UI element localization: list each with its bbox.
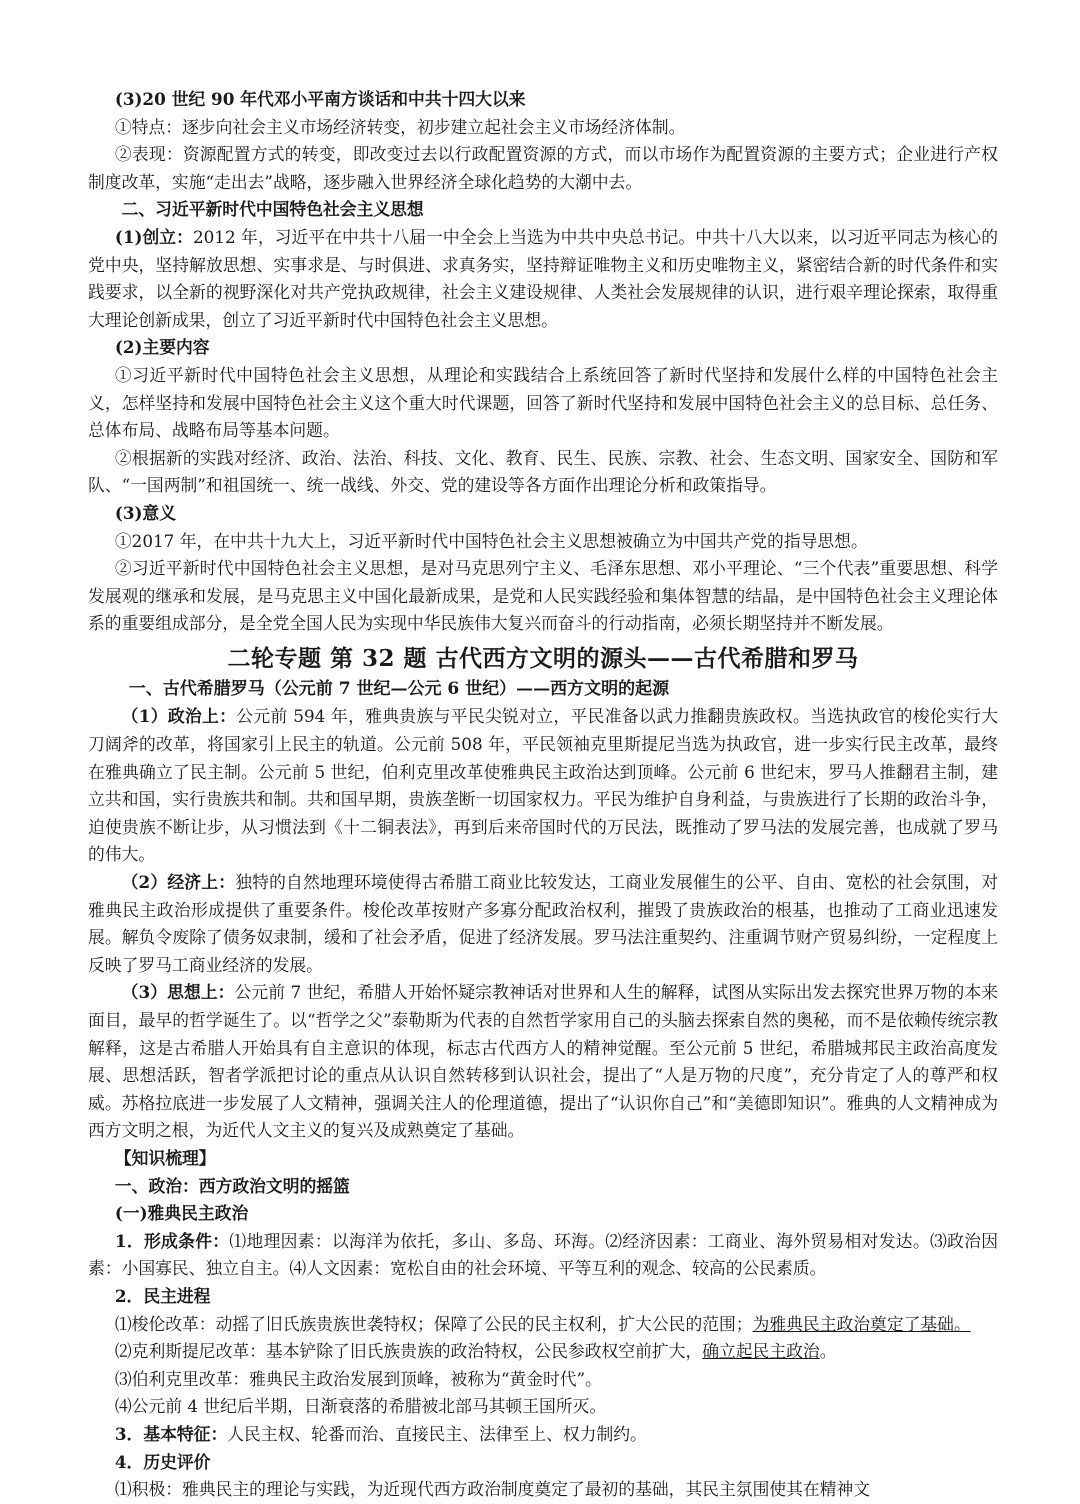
features-label: 3．基本特征： — [114, 1423, 228, 1444]
paragraph-conditions — [88, 1228, 998, 1283]
paragraph-process-3: ⑶伯利克里改革：雅典民主政治发展到顶峰，被称为“黄金时代”。 — [114, 1368, 602, 1389]
paragraph-founding — [88, 224, 998, 334]
process-1-text: ⑴梭伦改革：动摇了旧氏族贵族世袭特权；保障了公民的民主权利，扩大公民的范围； — [114, 1313, 753, 1334]
economy-label: （2）经济上： — [121, 872, 236, 893]
paragraph-expression: ②表现：资源配置方式的转变，即改变过去以行政配置资源的方式，而以市场作为配置资源的主要方式；企业进行产权制度改革，实施“走出去”战略，逐步融入世界经济全球化趋势的大潮中去。 — [88, 144, 998, 192]
process-2-end: 。 — [819, 1341, 837, 1362]
knowledge-heading: 【知识梳理】 — [114, 1147, 216, 1168]
politics-label: （1）政治上： — [121, 706, 237, 727]
evaluation-heading: 4．历史评价 — [114, 1451, 211, 1472]
paragraph-politics — [88, 703, 998, 869]
conditions-text: ⑴地理因素：以海洋为依托，多山、多岛、环海。⑵经济因素：工商业、海外贸易相对发达。⑶政治因素：小国寡民、独立自主。⑷人文因素：宽松自由的社会环境、平等互利的观念、较高的公民素质。 — [88, 1230, 998, 1279]
politics-cradle-heading: 一、政治：西方政治文明的摇篮 — [114, 1175, 350, 1196]
thought-text: 公元前 7 世纪，希腊人开始怀疑宗教神话对世界和人生的解释，试图从实际出发去探究世界万物的本来面目，最早的哲学诞生了。以“哲学之父”泰勒斯为代表的自然哲学家用自己的头脑去探索自然的奥秘，而不是依赖传统宗教解释，这是古希腊人开始具有自主意识的体现，标志古代西方人的精神觉醒。至公元前 5 世纪，希腊城邦民主政治高度发展、思想活跃，智者学派把讨论的重点从认识自然转移到认识社会，提出了“人是万物的尺度”，充分肯定了人的尊严和权威。苏格拉底进一步发展了人文精神，强调关注人的伦理道德，提出了“认识你自己”和“美德即知识”。雅典的人文精神成为西方文明之根，为近代人文主义的复兴及成熟奠定了基础。 — [88, 982, 998, 1141]
heading-main-content: (2)主要内容 — [114, 337, 210, 358]
lesson-title: 二轮专题 第 32 题 古代西方文明的源头——古代希腊和罗马 — [227, 644, 859, 672]
conditions-label: 1．形成条件： — [114, 1230, 230, 1251]
section-heading-two: 二、习近平新时代中国特色社会主义思想 — [121, 199, 424, 220]
process-1-underlined: 为雅典民主政治奠定了基础。 — [752, 1313, 971, 1334]
paragraph-process-4: ⑷公元前 4 世纪后半期，日渐衰落的希腊被北部马其顿王国所灭。 — [114, 1396, 607, 1417]
paragraph-evaluation-1: ⑴积极：雅典民主的理论与实践，为近现代西方政治制度奠定了最初的基础，其民主氛围使其在精神文 — [114, 1479, 871, 1500]
founding-text: 2012 年，习近平在中共十八届一中全会上当选为中共中央总书记。中共十八大以来，以习近平同志为核心的党中央，坚持解放思想、实事求是、与时俱进、求真务实，坚持辩证唯物主义和历史唯物主义，紧密结合新的时代条件和实践要求，以全新的视野深化对共产党执政规律，社会主义建设规律、人类社会发展规律的认识，进行艰辛理论探索，取得重大理论创新成果，创立了习近平新时代中国特色社会主义思想。 — [88, 226, 999, 330]
section-heading-3: (3)20 世纪 90 年代邓小平南方谈话和中共十四大以来 — [114, 89, 526, 109]
politics-text: 公元前 594 年，雅典贵族与平民尖锐对立，平民准备以武力推翻贵族政权。当选执政官的梭伦实行大刀阔斧的改革，将国家引上民主的轨道。公元前 508 年，平民领袖克里斯提尼当选为执政官，进一步实行民主改革，最终在雅典确立了民主制。公元前 5 世纪，伯利克里改革使雅典民主政治达到顶峰。公元前 6 世纪末，罗马人推翻君主制，建立共和国，实行贵族共和制。共和国早期，贵族垄断一切国家权力。平民为维护自身利益，与贵族进行了长期的政治斗争，迫使贵族不断让步，从习惯法到《十二铜表法》，再到后来帝国时代的万民法，既推动了罗马法的发展完善，也成就了罗马的伟大。 — [88, 706, 998, 865]
paragraph-thought — [88, 979, 998, 1145]
paragraph-meaning-2: ②习近平新时代中国特色社会主义思想，是对马克思列宁主义、毛泽东思想、邓小平理论、“三个代表”重要思想、科学发展观的继承和发展，是马克思主义中国化最新成果，是党和人民实践经验和集体智慧的结晶，是中国特色社会主义理论体系的重要组成部分，是全党全国人民为实现中华民族伟大复兴而奋斗的行动指南，必须长期坚持并不断发展。 — [88, 558, 998, 634]
lesson-subtitle: 一、古代希腊罗马（公元前 7 世纪—公元 6 世纪）——西方文明的起源 — [128, 678, 670, 699]
paragraph-economy — [88, 869, 998, 979]
process-2-underlined: 确立起民主政治 — [702, 1341, 820, 1362]
athens-democracy-heading: (一)雅典民主政治 — [114, 1203, 249, 1224]
paragraph-content-1: ①习近平新时代中国特色社会主义思想，从理论和实践结合上系统回答了新时代坚持和发展什么样的中国特色社会主义，怎样坚持和发展中国特色社会主义这个重大时代课题，回答了新时代坚持和发展中国特色社会主义的总目标、总任务、总体布局、战略布局等基本问题。 — [88, 364, 998, 441]
paragraph-process-1 — [88, 1311, 998, 1339]
economy-text: 独特的自然地理环境使得古希腊工商业比较发达，工商业发展催生的公平、自由、宽松的社会氛围，对雅典民主政治形成提供了重要条件。梭伦改革按财产多寡分配政治权利，摧毁了贵族政治的根基，也推动了工商业迅速发展。解负令废除了债务奴隶制，缓和了社会矛盾，促进了经济发展。罗马法注重契约、注重调节财产贸易纠纷，一定程度上反映了罗马工商业经济的发展。 — [88, 872, 998, 975]
founding-label: (1)创立： — [114, 226, 193, 247]
paragraph-content-2: ②根据新的实践对经济、政治、法治、科技、文化、教育、民生、民族、宗教、社会、生态文明、国家安全、国防和军队、“一国两制”和祖国统一、统一战线、外交、党的建设等各方面作出理论分析和政策指导。 — [88, 447, 998, 496]
heading-meaning: (3)意义 — [114, 502, 176, 523]
process-heading: 2．民主进程 — [114, 1285, 211, 1306]
paragraph-features — [88, 1421, 998, 1449]
thought-label: （3）思想上： — [121, 982, 235, 1003]
paragraph-meaning-1: ①2017 年，在中共十九大上，习近平新时代中国特色社会主义思想被确立为中国共产党的指导思想。 — [114, 530, 868, 551]
features-text: 人民主权、轮番而治、直接民主、法律至上、权力制约。 — [227, 1423, 647, 1444]
paragraph-feature: ①特点：逐步向社会主义市场经济转变，初步建立起社会主义市场经济体制。 — [114, 116, 686, 137]
paragraph-process-2 — [88, 1338, 998, 1366]
process-2-text: ⑵克利斯提尼改革：基本铲除了旧氏族贵族的政治特权，公民参政权空前扩大， — [114, 1341, 703, 1362]
